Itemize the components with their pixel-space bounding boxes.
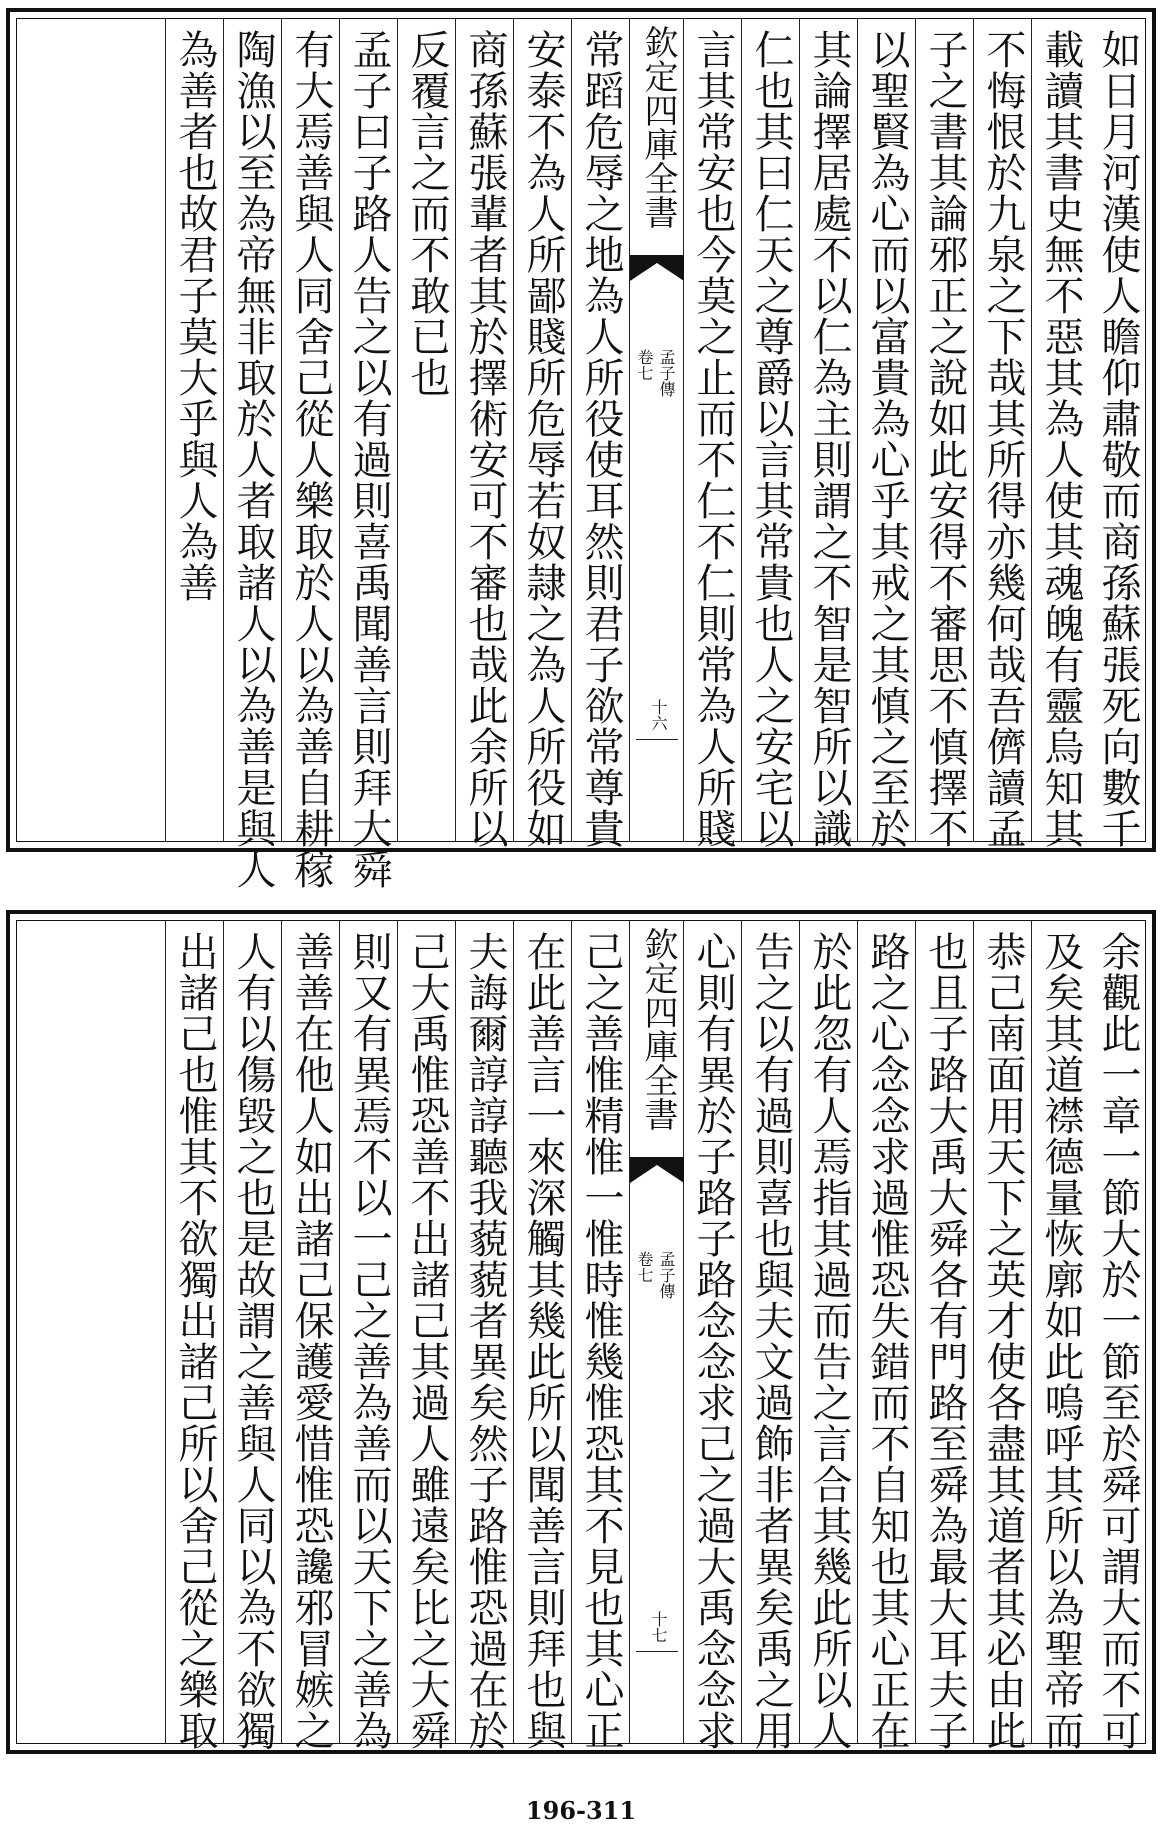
page-top-frame (16, 18, 1146, 890)
text-column (397, 921, 456, 1751)
center-banner (629, 19, 684, 841)
banner-divider (636, 739, 678, 740)
page-bottom (6, 910, 1156, 1754)
column-text: 反覆言之而不敢已也 (404, 29, 450, 398)
column-text: 善善在他人如出諸己保護愛惜惟恐讒邪冒嫉之 (288, 931, 334, 1751)
text-column (973, 921, 1032, 1751)
text-column (455, 19, 514, 849)
text-column (915, 19, 974, 849)
column-text: 商孫蘇張輩者其於擇術安可不審也哉此余所以 (462, 29, 508, 849)
column-text: 恭己南面用天下之英才使各盡其道者其必由此 (980, 931, 1026, 1751)
fish-tail-icon (630, 1157, 684, 1183)
column-text: 載讀其書史無不惡其為人使其魂魄有靈烏知其 (1038, 29, 1084, 849)
column-text: 不悔恨於九泉之下哉其所得亦幾何哉吾儕讀孟 (980, 29, 1026, 849)
banner-book-name: 孟子傳 (657, 349, 676, 397)
page-top (6, 8, 1156, 890)
column-text: 陶漁以至為帝無非取於人者取諸人以為善是與人 (230, 29, 276, 890)
column-text: 余觀此一章一節大於一節至於舜可謂大而不可 (1095, 931, 1141, 1751)
column-text: 夫誨爾諄諄聽我藐藐者異矣然子路惟恐過在於 (462, 931, 508, 1751)
page-bottom-frame (16, 920, 1146, 1751)
center-banner (629, 921, 684, 1743)
text-column (683, 19, 742, 849)
text-column (165, 921, 224, 1751)
column-text: 仁也其曰仁天之尊爵以言其常貴也人之安宅以 (748, 29, 794, 849)
column-text: 路之心念念求過惟恐失錯而不自知也其心正在 (864, 931, 910, 1751)
banner-book-name: 孟子傳 (657, 1251, 676, 1299)
text-column (571, 921, 630, 1751)
text-column (281, 19, 340, 890)
column-text: 其論擇居處不以仁為主則謂之不智是智所以識 (806, 29, 852, 849)
banner-divider (636, 1651, 678, 1652)
column-text: 安泰不為人所鄙賤所危辱若奴隷之為人所役如 (520, 29, 566, 849)
text-column (339, 921, 398, 1751)
text-column (223, 921, 282, 1751)
banner-folio: 十六 (649, 699, 668, 731)
column-text: 則又有異焉不以一己之善為善而以天下之善為 (346, 931, 392, 1751)
text-column (799, 921, 858, 1751)
text-column (1089, 921, 1147, 1751)
column-text: 常蹈危辱之地為人所役使耳然則君子欲常尊貴 (578, 29, 624, 849)
banner-folio: 十七 (649, 1611, 668, 1643)
banner-title: 欽定四庫全書 (638, 927, 678, 1131)
column-text: 為善者也故君子莫大乎與人為善 (172, 29, 218, 603)
text-column (397, 19, 456, 841)
column-text: 出諸己也惟其不欲獨出諸己所以舍己從之樂取 (172, 931, 218, 1751)
text-column (513, 921, 572, 1751)
text-column (571, 19, 630, 849)
text-column (857, 921, 916, 1751)
column-text: 己之善惟精惟一惟時惟幾惟恐其不見也其心正 (578, 931, 624, 1751)
fish-tail-icon (630, 255, 684, 281)
banner-title: 欽定四庫全書 (638, 25, 678, 229)
banner-volume: 卷七 (635, 1251, 654, 1283)
text-column (741, 19, 800, 849)
page-number-footer: 196-311 (525, 1796, 637, 1825)
text-column (165, 19, 224, 841)
text-column (973, 19, 1032, 849)
text-column (223, 19, 282, 890)
text-column (513, 19, 572, 849)
text-column (1031, 19, 1090, 849)
banner-volume: 卷七 (635, 349, 654, 381)
column-text: 言其常安也今莫之止而不仁不仁則常為人所賤 (690, 29, 736, 849)
column-text: 有大焉善與人同舍己從人樂取於人以為善自耕稼 (288, 29, 334, 890)
column-text: 子之書其論邪正之說如此安得不審思不慎擇不 (922, 29, 968, 849)
text-column (1089, 19, 1147, 849)
column-text: 孟子曰子路人告之以有過則喜禹聞善言則拜大舜 (346, 29, 392, 890)
column-text: 己大禹惟恐善不出諸己其過人雖遠矣比之大舜 (404, 931, 450, 1751)
column-text: 於此忽有人焉指其過而告之言合其幾此所以人 (806, 931, 852, 1751)
column-text: 及矣其道襟德量恢廓如此嗚呼其所以為聖帝而 (1038, 931, 1084, 1751)
text-column (281, 921, 340, 1751)
column-text: 心則有異於子路子路念念求己之過大禹念念求 (690, 931, 736, 1751)
column-text: 以聖賢為心而以富貴為心乎其戒之其慎之至於 (864, 29, 910, 849)
column-text: 如日月河漢使人瞻仰肅敬而商孫蘇張死向數千 (1095, 29, 1141, 849)
text-column (741, 921, 800, 1751)
text-column (857, 19, 916, 849)
column-text: 也且子路大禹大舜各有門路至舜為最大耳夫子 (922, 931, 968, 1751)
column-text: 人有以傷毀之也是故謂之善與人同以為不欲獨 (230, 931, 276, 1751)
text-column (339, 19, 398, 890)
text-column (915, 921, 974, 1751)
text-column (683, 921, 742, 1751)
text-column (799, 19, 858, 849)
column-text: 在此善言一來深觸其幾此所以聞善言則拜也與 (520, 931, 566, 1751)
text-column (455, 921, 514, 1751)
column-text: 告之以有過則喜也與夫文過飾非者異矣禹之用 (748, 931, 794, 1751)
text-column (1031, 921, 1090, 1751)
